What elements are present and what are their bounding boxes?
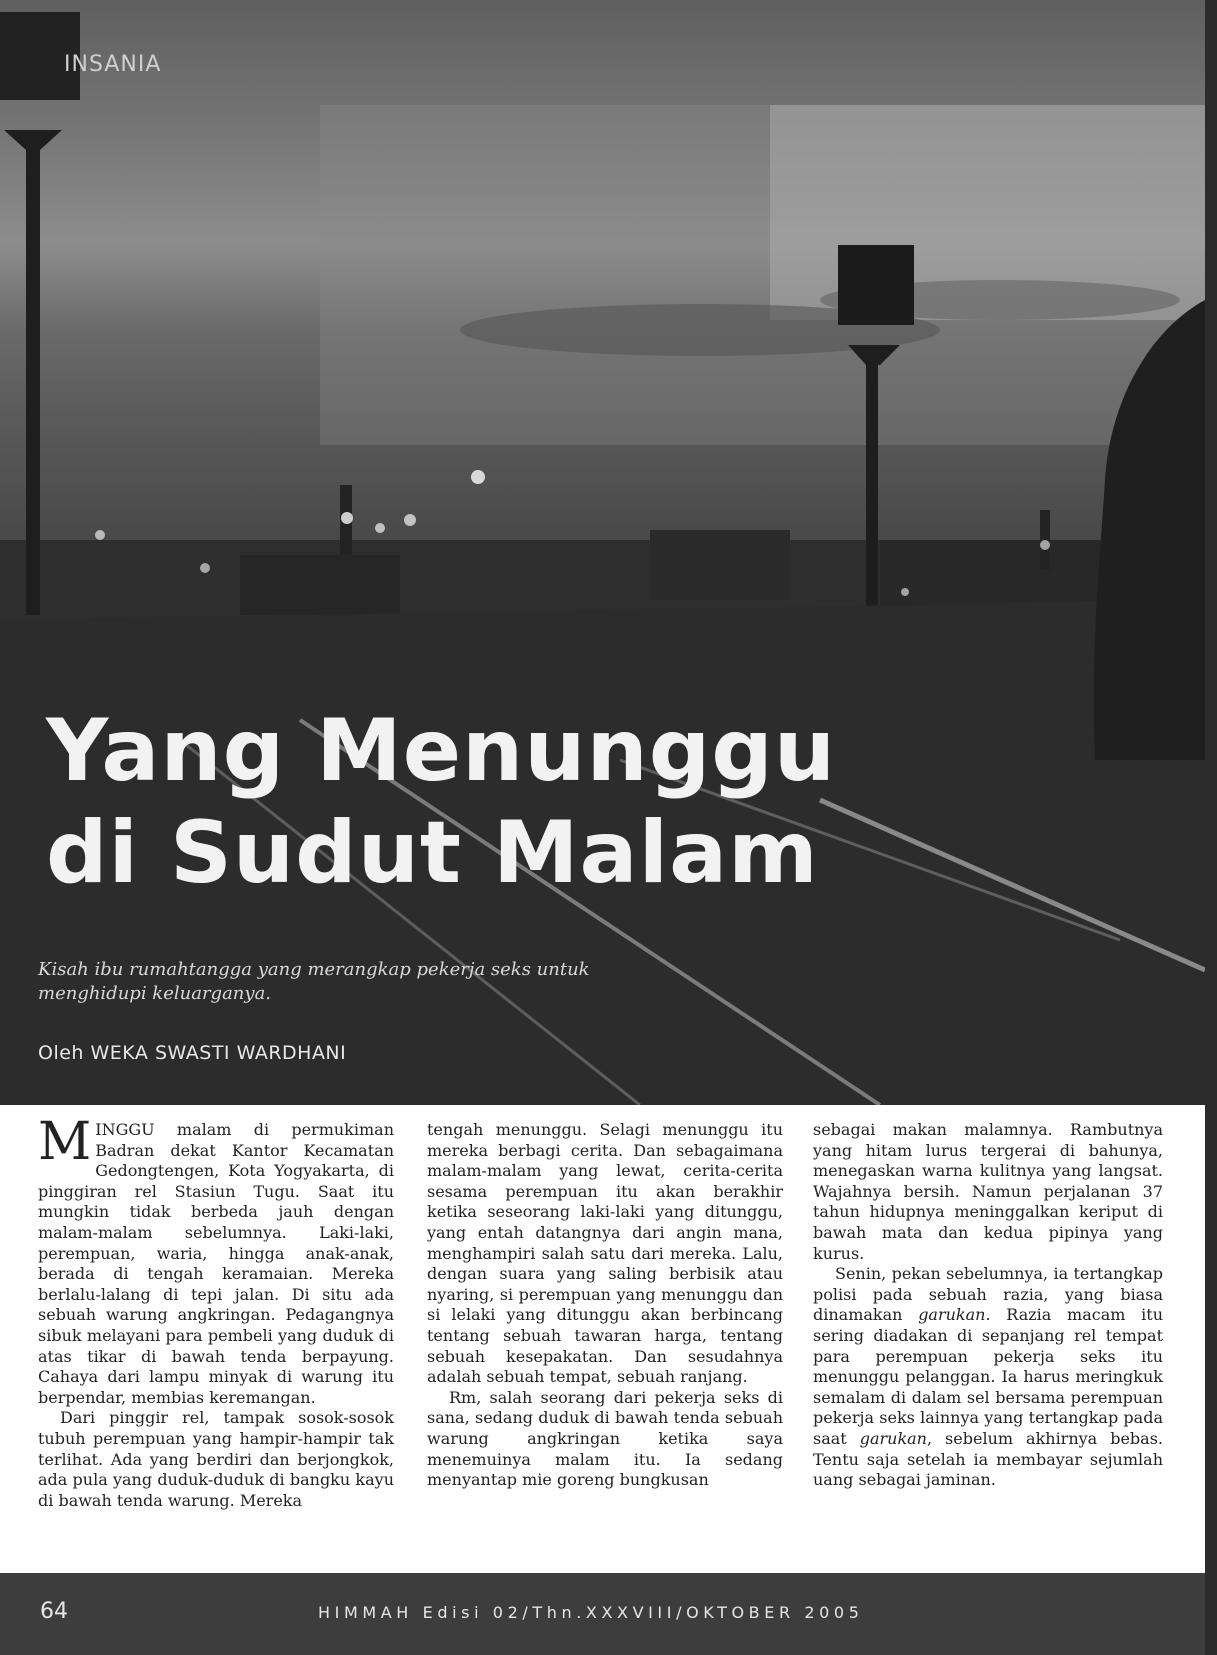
footer-masthead: HIMMAH Edisi 02/Thn.XXXVIII/OKTOBER 2005 — [318, 1603, 864, 1622]
byline: Oleh WEKA SWASTI WARDHANI — [38, 1042, 347, 1064]
headline-line-2: di Sudut Malam — [46, 803, 819, 903]
page-edge — [1205, 0, 1217, 1655]
paragraph-text: Senin, pekan sebelumnya, ia tertangkap polisi pada sebuah razia, yang biasa dinamakan — [813, 1264, 1163, 1325]
paragraph: tengah menunggu. Selagi menunggu itu mereka berbagi cerita. Dan sebagaimana malam-malam yang lewat, cerita-cerita sesama perempuan itu akan berakhir ketika seseorang laki-laki yang ditunggu, yang entah datangnya dari angin mana, menghampiri salah satu dari mereka. Lalu, dengan suara yang saling berbisik atau nyaring, si perempuan yang menunggu dan si lelaki yang ditunggu akan berbincang tentang sebuah tawaran harga, tentang sebuah kesepakatan. Dan sesudahnya adalah sebuah tempat, sebuah ranjang. — [427, 1120, 783, 1387]
paragraph: sebagai makan malamnya. Rambutnya yang hitam lurus tergerai di bahunya, menegaskan warna kulitnya yang langsat. Wajahnya bersih. Namun perjalanan 37 tahun hidupnya meninggalkan keriput di bawah mata dan kedua pipinya yang kurus. — [813, 1120, 1163, 1263]
emphasis-term: garukan — [859, 1428, 927, 1448]
headline — [46, 700, 1146, 904]
drop-cap: M — [38, 1112, 92, 1172]
article-dek: Kisah ibu rumahtangga yang merangkap pekerja seks untuk menghidupi keluarganya. — [38, 959, 590, 1004]
paragraph-text: , sebelum akhirnya bebas. Tentu saja setelah ia membayar sejumlah uang sebagai jaminan. — [813, 1428, 1163, 1490]
headline-line-1: Yang Menunggu — [46, 701, 837, 801]
page-number: 64 — [40, 1599, 68, 1624]
paragraph — [813, 1264, 1163, 1491]
column-1 — [38, 1112, 394, 1511]
column-3 — [813, 1120, 1163, 1491]
article-body — [38, 1112, 1168, 1560]
column-2 — [427, 1120, 783, 1491]
paragraph-text: . Razia macam itu sering diadakan di sepanjang rel tempat para perempuan pekerja seks itu menunggu pelanggan. Ia harus meringkuk semalam di dalam sel bersama perempuan pekerja seks lainnya yang tertangkap pada saat — [813, 1305, 1163, 1448]
section-label: INSANIA — [64, 52, 162, 77]
emphasis-term: garukan — [918, 1305, 986, 1325]
paragraph: Rm, salah seorang dari pekerja seks di sana, sedang duduk di bawah tenda sebuah warung angkringan ketika saya menemuinya malam itu. Ia sedang menyantap mie goreng bungkusan — [427, 1387, 783, 1490]
paragraph-text: INGGU malam di permukiman Badran dekat Kantor Kecamatan Gedongtengen, Kota Yogyakarta, di pinggiran rel Stasiun Tugu. Saat itu mungkin tidak berbeda jauh dengan malam-malam sebelumnya. Laki-laki, perempuan, waria, hingga anak-anak, berada di tengah keramaian. Mereka berlalu-lalang di tepi jalan. Di situ ada sebuah warung angkringan. Pedagangnya sibuk melayani para pembeli yang duduk di atas tikar di bawah tenda berpayung. Cahaya dari lampu minyak di warung itu berpendar, membias keremangan. — [38, 1120, 394, 1407]
paragraph — [38, 1112, 394, 1408]
paragraph: Dari pinggir rel, tampak sosok-sosok tubuh perempuan yang hampir-hampir tak terlihat. Ada yang berdiri dan berjongkok, ada pula yang duduk-duduk di bangku kayu di bawah tenda warung. Mereka — [38, 1408, 394, 1510]
